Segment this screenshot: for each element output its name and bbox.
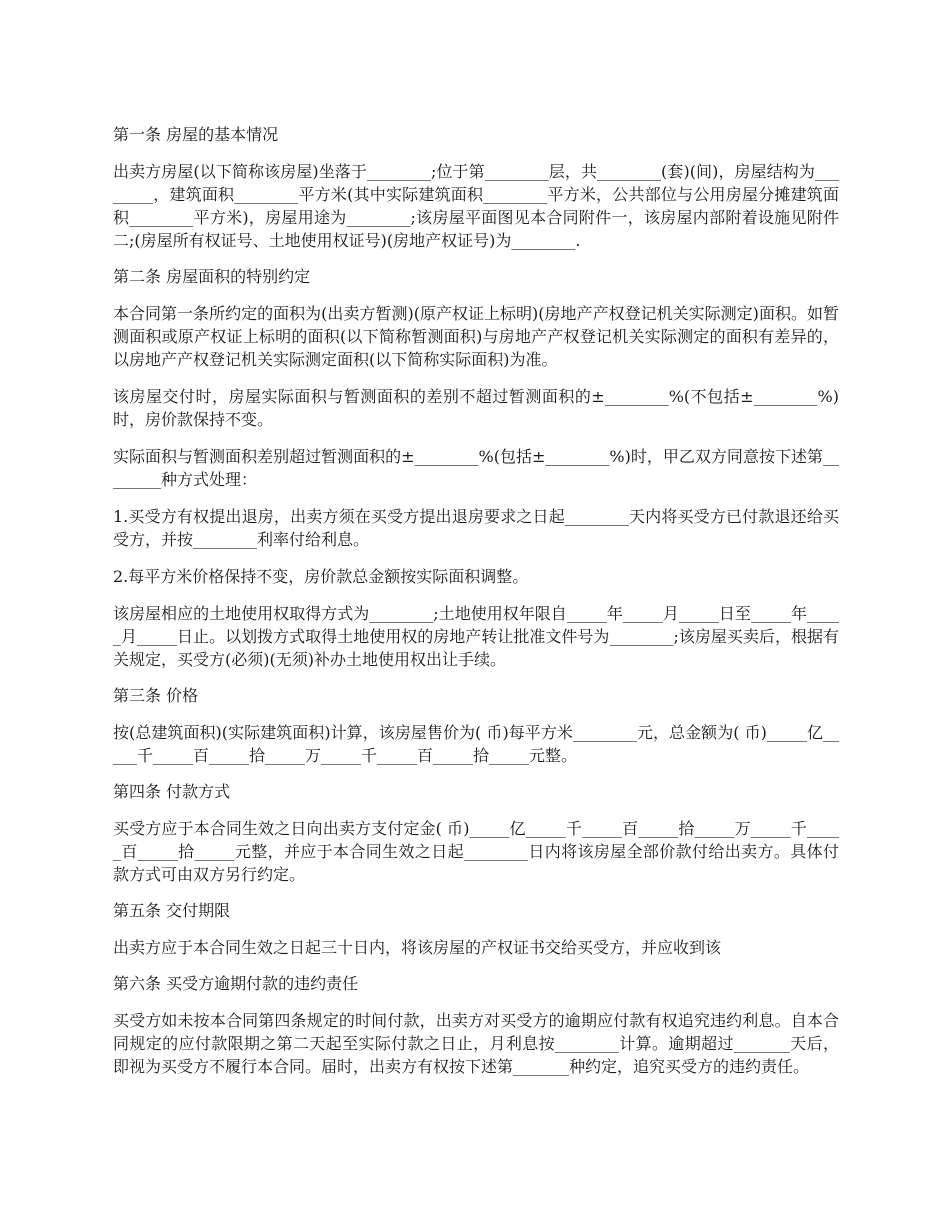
article-4-paragraph: 买受方应于本合同生效之日向出卖方支付定金( 币)_____亿_____千_____百_____拾_____万_____千_____百_____拾_____元整，并应于本合同生效之日起________日内将该房屋全部价款付给出卖方。具体付款方式可由双方另行约定。 (113, 819, 839, 884)
article-6-paragraph: 买受方如未按本合同第四条规定的时间付款，出卖方对买受方的逾期应付款有权追究违约利息。自本合同规定的应付款限期之第二天起至实际付款之日止，月利息按________计算。逾期超过_______天后，即视为买受方不履行本合同。届时，出卖方有权按下述第_______种约定，追究买受方的违约责任。 (113, 1011, 839, 1076)
document-page (113, 124, 839, 1092)
article-2-paragraph-3: 实际面积与暂测面积差别超过暂测面积的±________%(包括±________%)时，甲乙双方同意按下述第________种方式处理： (113, 447, 839, 489)
article-2-paragraph-2: 该房屋交付时，房屋实际面积与暂测面积的差别不超过暂测面积的±________%(不包括±________%)时，房价款保持不变。 (113, 387, 839, 429)
article-6-heading: 第六条 买受方逾期付款的违约责任 (113, 974, 359, 993)
article-1-paragraph: 出卖方房屋(以下简称该房屋)坐落于________;位于第________层，共________(套)(间)，房屋结构为________，建筑面积________平方米(其中实际建筑面积________平方米，公共部位与公用房屋分摊建筑面积________平方米)，房屋用途为________;该房屋平面图见本合同附件一，该房屋内部附着设施见附件二;(房屋所有权证号、土地使用权证号)(房地产权证号)为________. (113, 162, 839, 250)
article-2-option-2: 2.每平方米价格保持不变，房价款总金额按实际面积调整。 (113, 567, 529, 586)
article-2-paragraph-1: 本合同第一条所约定的面积为(出卖方暂测)(原产权证上标明)(房地产产权登记机关实际测定)面积。如暂测面积或原产权证上标明的面积(以下简称暂测面积)与房地产产权登记机关实际测定的面积有差异的，以房地产产权登记机关实际测定面积(以下简称实际面积)为准。 (113, 304, 839, 369)
article-1-heading: 第一条 房屋的基本情况 (113, 125, 279, 144)
article-2-option-1: 1.买受方有权提出退房，出卖方须在买受方提出退房要求之日起________天内将买受方已付款退还给买受方，并按________利率付给利息。 (113, 507, 839, 549)
article-5-heading: 第五条 交付期限 (113, 901, 231, 920)
article-5-paragraph: 出卖方应于本合同生效之日起三十日内，将该房屋的产权证书交给买受方，并应收到该 (113, 938, 722, 957)
article-2-heading: 第二条 房屋面积的特别约定 (113, 267, 311, 286)
article-3-heading: 第三条 价格 (113, 686, 199, 705)
article-4-heading: 第四条 付款方式 (113, 782, 231, 801)
article-2-land-use-paragraph: 该房屋相应的土地使用权取得方式为________;土地使用权年限自_____年_____月_____日至_____年_____月_____日止。以划拨方式取得土地使用权的房地产转让批准文件号为________;该房屋买卖后，根据有关规定，买受方(必须)(无须)补办土地使用权出让手续。 (113, 604, 839, 669)
article-3-paragraph: 按(总建筑面积)(实际建筑面积)计算，该房屋售价为( 币)每平方米________元，总金额为( 币)_____亿_____千_____百_____拾_____万_____千_____百_____拾_____元整。 (113, 723, 839, 765)
